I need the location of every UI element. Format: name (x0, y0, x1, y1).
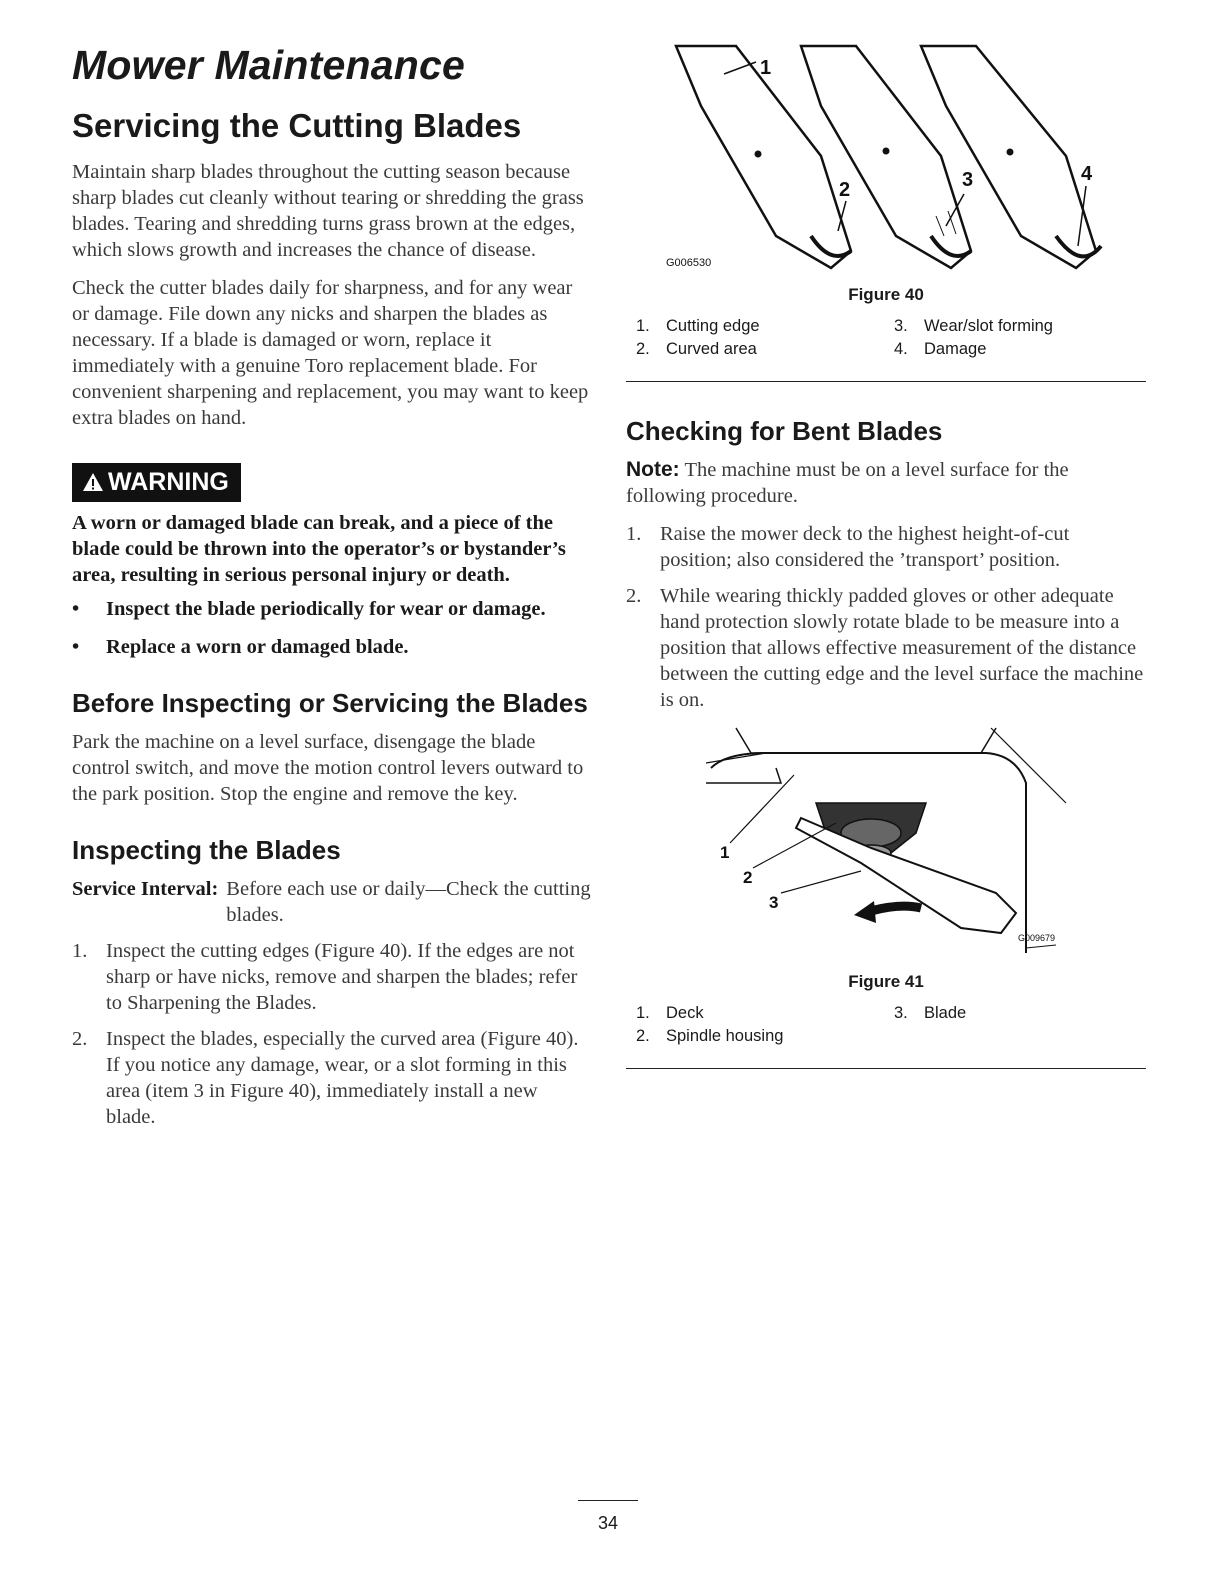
warning-bullet-text: Inspect the blade periodically for wear or damage. (106, 598, 546, 620)
fig41-callout-3: 3 (769, 893, 779, 912)
legend-num: 3. (894, 1004, 908, 1022)
checking-step (626, 521, 1146, 573)
checking-step (626, 583, 1146, 713)
legend-num: 2. (636, 1027, 650, 1045)
legend-num (884, 1025, 924, 1048)
warning-bullet: • Replace a worn or damaged blade. (72, 636, 409, 658)
fig40-callout-1: 1 (760, 57, 772, 79)
figure-41-divider (626, 1068, 1146, 1069)
inspecting-section-title: Inspecting the Blades (72, 835, 341, 865)
legend-text: Curved area (666, 340, 757, 358)
legend-item (884, 1025, 1142, 1048)
fig40-code: G006530 (666, 257, 712, 269)
legend-num: 1. (636, 317, 650, 335)
legend-item (884, 315, 1142, 338)
legend-text: Blade (924, 1004, 967, 1022)
step-number: 1. (72, 940, 88, 962)
legend-item (626, 338, 884, 361)
legend-text: Spindle housing (666, 1027, 784, 1045)
figure-40-divider (626, 381, 1146, 382)
checking-section-title: Checking for Bent Blades (626, 416, 943, 446)
legend-num: 3. (894, 317, 908, 335)
warning-text: A worn or damaged blade can break, and a piece of the blade could be thrown into the operator’s or bystander’s area, resulting in serious personal injury or death. (72, 512, 566, 586)
fig41-callout-2: 2 (743, 868, 753, 887)
note-label: Note: (626, 458, 680, 481)
legend-text: Cutting edge (666, 317, 760, 335)
step-number: 2. (626, 585, 642, 607)
figure-41-caption: Figure 41 (848, 972, 924, 991)
service-interval-label: Service Interval: (72, 878, 219, 900)
intro-paragraph-1: Maintain sharp blades throughout the cutting season because sharp blades cut cleanly without tearing or shredding the grass blades. Tearing and shredding turns grass brown at the edges, which slows growth and increases the chance of disease. (72, 161, 584, 261)
legend-text: Damage (924, 340, 987, 358)
figure-40-caption: Figure 40 (848, 285, 924, 304)
page-number: 34 (578, 1500, 638, 1534)
figure-41 (626, 723, 1146, 1069)
inspect-step (72, 938, 592, 1016)
warning-triangle-icon (82, 472, 104, 492)
inspect-step (72, 1026, 592, 1130)
checking-note (626, 457, 1146, 509)
service-interval (72, 876, 592, 928)
figure-41-legend (626, 1002, 1146, 1048)
fig41-code: G009679 (1018, 933, 1056, 943)
legend-text: Wear/slot forming (924, 317, 1053, 335)
legend-num: 4. (894, 340, 908, 358)
warning-bullet: • Inspect the blade periodically for wear or damage. (72, 598, 546, 620)
legend-num: 1. (636, 1004, 650, 1022)
service-interval-text: Before each use or daily—Check the cutting blades. (226, 878, 591, 926)
fig40-callout-2: 2 (839, 179, 851, 201)
step-text: While wearing thickly padded gloves or other adequate hand protection slowly rotate blade to be measure into a position that allows effective measurement of the distance between the cutting edge and the level surface the machine is on. (660, 585, 1144, 711)
legend-item (884, 338, 1142, 361)
before-section-text: Park the machine on a level surface, disengage the blade control switch, and move the motion control levers outward to the park position. Stop the engine and remove the key. (72, 731, 584, 805)
note-text: The machine must be on a level surface for the following procedure. (626, 459, 1069, 507)
section-title: Servicing the Cutting Blades (72, 107, 522, 144)
right-column (626, 36, 1146, 1069)
legend-item (626, 315, 884, 338)
legend-item (626, 1025, 884, 1048)
legend-num: 2. (636, 340, 650, 358)
left-column (72, 36, 592, 1140)
fig40-callout-3: 3 (962, 169, 974, 191)
step-number: 2. (72, 1028, 88, 1050)
step-text: Inspect the blades, especially the curved area (Figure 40). If you notice any damage, wear, or a slot forming in this area (item 3 in Figure 40), immediately install a new blade. (106, 1028, 579, 1128)
step-text: Raise the mower deck to the highest height-of-cut position; also considered the ’transport’ position. (660, 523, 1070, 571)
step-number: 1. (626, 523, 642, 545)
fig40-callout-4: 4 (1081, 163, 1093, 185)
fig41-callout-1: 1 (720, 843, 730, 862)
step-text: Inspect the cutting edges (Figure 40). If the edges are not sharp or have nicks, remove and sharpen the blades; refer to Sharpening the Blades. (106, 940, 578, 1014)
legend-item (626, 1002, 884, 1025)
warning-label: WARNING (108, 468, 229, 496)
warning-badge (72, 463, 241, 502)
figure-40 (626, 36, 1146, 382)
legend-item (884, 1002, 1142, 1025)
chapter-title: Mower Maintenance (72, 42, 465, 88)
intro-paragraph-2: Check the cutter blades daily for sharpness, and for any wear or damage. File down any nicks and sharpen the blades as necessary. If a blade is damaged or worn, replace it immediately with a genuine Toro replacement blade. For convenient sharpening and replacement, you may want to keep extra blades on hand. (72, 277, 589, 429)
deck-spindle-blade-illustration (626, 723, 1146, 963)
blade-wear-illustration (626, 36, 1146, 276)
warning-bullet-text: Replace a worn or damaged blade. (106, 636, 409, 658)
legend-text: Deck (666, 1004, 704, 1022)
figure-40-legend (626, 315, 1146, 361)
before-section-title: Before Inspecting or Servicing the Blades (72, 688, 588, 718)
